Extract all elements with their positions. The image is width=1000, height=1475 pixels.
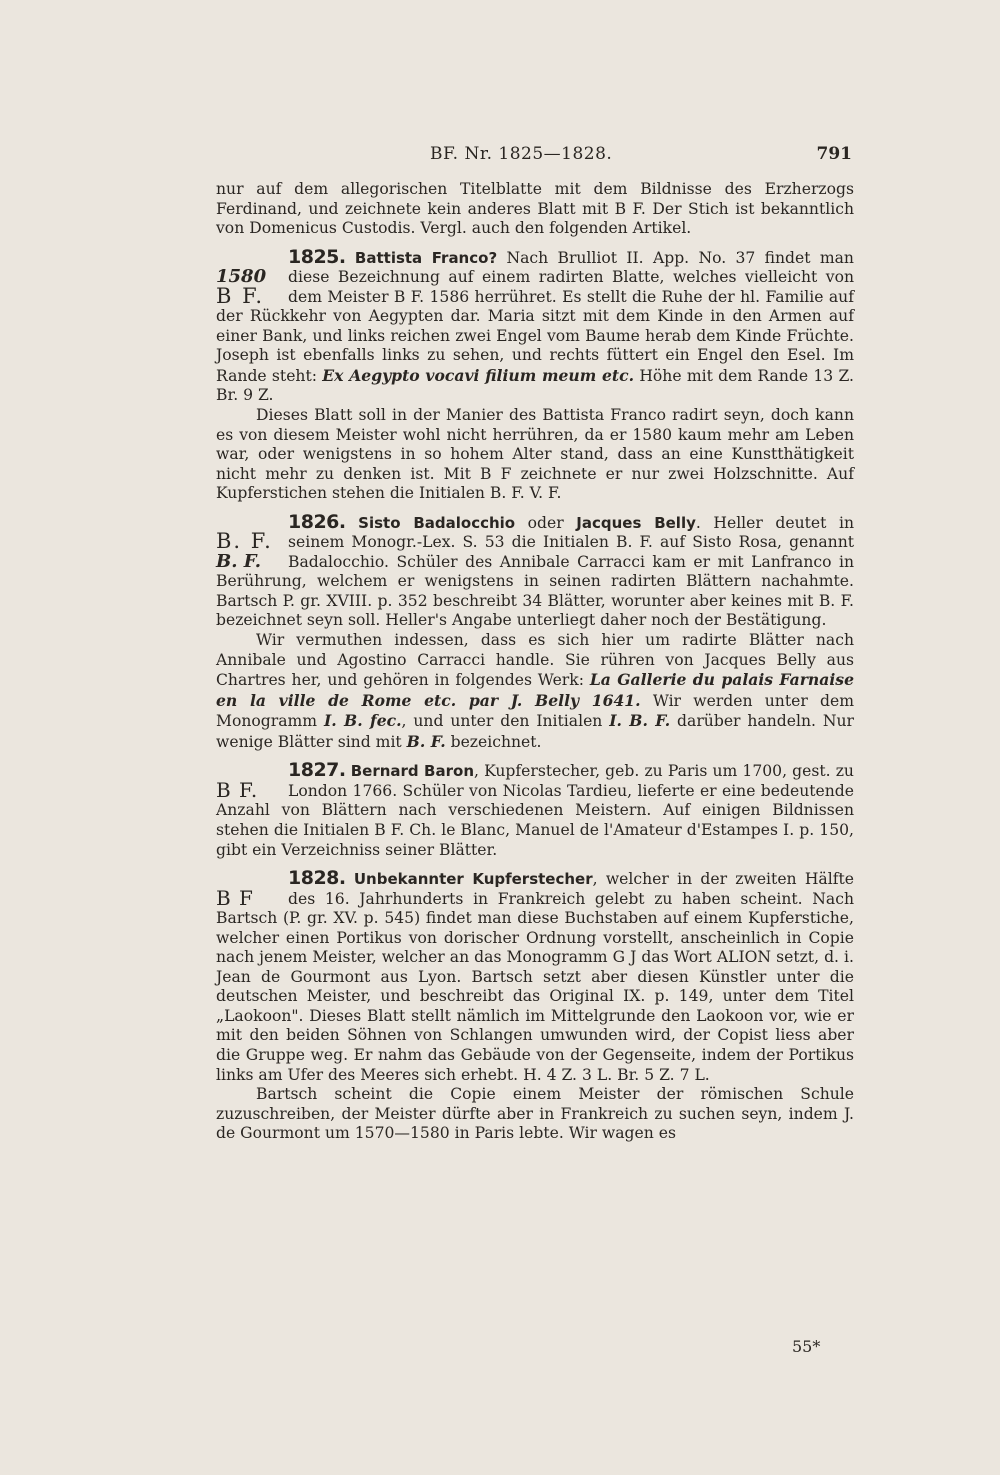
monogram-bf-1826-a: B. F. [216, 529, 273, 554]
page-number: 791 [816, 144, 852, 164]
body-text [216, 180, 854, 1144]
artist-name-1827: Bernard Baron [350, 762, 474, 781]
entry-text-1827: , Kupferstecher, geb. zu Paris um 1700, gest. zu London 1766. Schüler von Nicolas Tardieu, lieferte er eine bedeutende Anzahl von Blättern nach verschiedenen Meistern. Auf einigen Bildnissen stehen die Initialen B F. Ch. le Blanc, Manuel de l'Amateur d'Estampes I. p. 150, gibt ein Verzeichniss seiner Blätter. [216, 762, 854, 859]
text-1826-p2-c: , und unter den Initialen [401, 712, 610, 731]
margin-marks-1827 [216, 761, 284, 800]
margin-marks-1825 [216, 248, 284, 307]
entry-1826 [216, 510, 854, 631]
paragraph-1828-2: Bartsch scheint die Copie einem Meister der römischen Schule zuzuschreiben, der Meister dürfte aber in Frankreich zu suchen seyn, indem J. de Gourmont um 1570—1580 in Paris lebte. Wir wagen es [216, 1085, 854, 1143]
bf-ref-1826: B. F. [406, 731, 446, 751]
intro-paragraph: nur auf dem allegorischen Titelblatte mit dem Bildnisse des Erzherzogs Ferdinand, und zeichnete kein anderes Blatt mit B F. Der Stich ist bekanntlich von Domenicus Custodis. Vergl. auch den folgenden Artikel. [216, 180, 854, 238]
artist-name-1826-alt: Jacques Belly [576, 513, 696, 532]
entry-number-1825: 1825. [288, 245, 346, 268]
monogram-bf-1828: B F [216, 885, 254, 910]
artist-name-1825: Battista Franco? [354, 248, 498, 267]
text-1826-p2-b: Wir werden unter dem Monogramm [216, 691, 854, 731]
entry-number-1828: 1828. [288, 867, 346, 890]
entry-text-1825-b: Höhe mit dem Rande 13 Z. Br. 9 Z. [216, 366, 854, 405]
entry-text-1825-a: Nach Brulliot II. App. No. 37 findet man diese Bezeichnung auf einem radirten Blatte, welches vielleicht von dem Meister B F. 1586 herrühret. Es stellt die Ruhe der hl. Familie auf der Rückkehr von Aegypten dar. Maria sitzt mit dem Kinde in den Armen auf einer Bank, und links reichen zwei Engel vom Baume herab dem Kinde Früchte. Joseph ist ebenfalls links zu sehen, und rechts füttert ein Engel den Esel. Im Rande steht: [216, 248, 854, 385]
entry-1825 [216, 245, 854, 406]
running-title: BF. Nr. 1825—1828. [430, 144, 613, 164]
signature-mark: 55* [792, 1337, 821, 1356]
entry-1828 [216, 869, 854, 1085]
monogram-bf-1826-b: B. F. [216, 550, 261, 572]
artist-name-1826: Sisto Badalocchio [358, 513, 516, 532]
paragraph-1826-2 [216, 631, 854, 752]
text-1826-p2-d: darüber handeln. Nur wenige Blätter sind mit [216, 712, 854, 751]
text-1826-p2-e: bezeichnet. [445, 732, 542, 751]
paragraph-1825-2: Dieses Blatt soll in der Manier des Battista Franco radirt seyn, doch kann es von diesem Meister wohl nicht herrühren, da er 1580 kaum mehr am Leben war, oder wenigstens in so hohem Alter stand, dass an eine Kunstthätigkeit nicht mehr zu denken ist. Mit B F zeichnete er nur zwei Holzschnitte. Auf Kupferstichen stehen die Initialen B. F. V. F. [216, 406, 854, 503]
entry-1827 [216, 761, 854, 860]
entry-text-1828: , welcher in der zweiten Hälfte des 16. Jahrhunderts in Frankreich gelebt zu haben scheint. Nach Bartsch (P. gr. XV. p. 545) findet man diese Buchstaben auf einem Kupferstiche, welcher einen Portikus von dorischer Ordnung vorstellt, anscheinlich in Copie nach jenem Meister, welcher an das Monogramm G J das Wort ALION setzt, d. i. Jean de Gourmont aus Lyon. Bartsch setzt aber diesen Künstler unter die deutschen Meister, und beschreibt das Original IX. p. 149, unter dem Titel „Laokoon". Dieses Blatt stellt nämlich im Mittelgrunde den Laokoon vor, wie er mit den beiden Söhnen von Schlangen umwunden wird, der Copist liess aber die Gruppe weg. Er nahm das Gebäude von der Gegenseite, indem der Portikus links am Ufer des Meeres sich erhebt. H. 4 Z. 3 L. Br. 5 Z. 7 L. [216, 870, 854, 1084]
entry-text-1826: . Heller deutet in seinem Monogr.-Lex. S. 53 die Initialen B. F. auf Sisto Rosa, genannt Badalocchio. Schüler des Annibale Carracci kam er mit Lanfranco in Berührung, welchem er wenigstens in seinen radirten Blättern nachahmte. Bartsch P. gr. XVIII. p. 352 beschreibt 34 Blätter, worunter aber keines mit B. F. bezeichnet seyn soll. Heller's Angabe unterliegt daher noch der Bestätigung. [216, 513, 854, 630]
initials-ref-1826: I. B. F. [609, 711, 671, 731]
margin-year-1580: 1580 [216, 266, 267, 288]
monogram-ref-1826: I. B. fec. [323, 711, 402, 731]
margin-marks-1826 [216, 513, 284, 572]
monogram-bf-1827: B F. [216, 777, 259, 802]
entry-number-1826: 1826. [288, 510, 346, 533]
inscription-1825: Ex Aegypto vocavi filium meum etc. [322, 365, 635, 385]
entry-number-1827: 1827. [288, 759, 346, 782]
artist-name-1828: Unbekannter Kupferstecher [353, 870, 593, 889]
margin-marks-1828 [216, 869, 284, 908]
text-1826-p2-a: Wir vermuthen indessen, dass es sich hier um radirte Blätter nach Annibale und Agostino Carracci handle. Sie rühren von Jacques Belly aus Chartres her, und gehören in folgendes Werk: [216, 631, 854, 690]
entry-connector-1826: oder [515, 513, 577, 532]
work-title-1826: La Gallerie du palais Farnaise en la ville de Rome etc. par J. Belly 1641. [216, 670, 854, 710]
monogram-bf-1825: B F. [216, 283, 265, 308]
running-header [216, 140, 852, 170]
